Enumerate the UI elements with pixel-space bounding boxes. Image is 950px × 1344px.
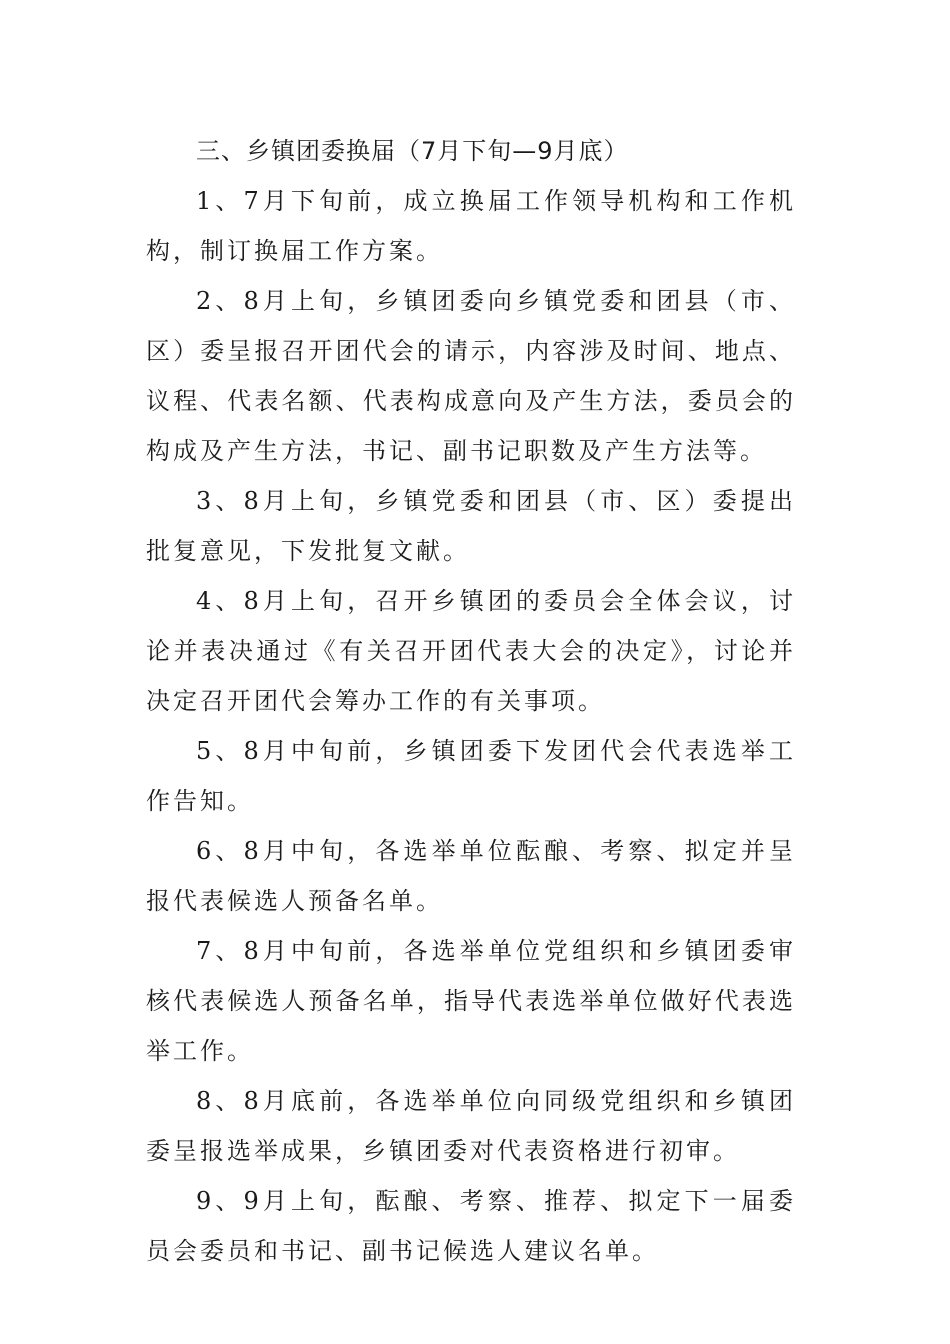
paragraph-9: 9、9月上旬，酝酿、考察、推荐、拟定下一届委员会委员和书记、副书记候选人建议名单。 <box>146 1187 796 1265</box>
paragraph-1: 1、7月下旬前，成立换届工作领导机构和工作机构，制订换届工作方案。 <box>146 187 796 265</box>
paragraph-3: 3、8月上旬，乡镇党委和团县（市、区）委提出批复意见，下发批复文献。 <box>146 487 796 565</box>
section-heading: 三、乡镇团委换届（7月下旬—9月底） <box>196 137 629 165</box>
paragraph-6: 6、8月中旬，各选举单位酝酿、考察、拟定并呈报代表候选人预备名单。 <box>146 837 796 915</box>
paragraph-2: 2、8月上旬，乡镇团委向乡镇党委和团县（市、区）委呈报召开团代会的请示，内容涉及时间、地点、议程、代表名额、代表构成意向及产生方法，委员会的构成及产生方法，书记、副书记职数及产生方法等。 <box>146 287 796 465</box>
paragraph-4: 4、8月上旬，召开乡镇团的委员会全体会议，讨论并表决通过《有关召开团代表大会的决定》，讨论并决定召开团代会筹办工作的有关事项。 <box>146 587 796 715</box>
paragraph-8: 8、8月底前，各选举单位向同级党组织和乡镇团委呈报选举成果，乡镇团委对代表资格进行初审。 <box>146 1087 796 1165</box>
paragraph-5: 5、8月中旬前，乡镇团委下发团代会代表选举工作告知。 <box>146 737 796 815</box>
document-body <box>146 126 796 1276</box>
paragraph-7: 7、8月中旬前，各选举单位党组织和乡镇团委审核代表候选人预备名单，指导代表选举单位做好代表选举工作。 <box>146 937 796 1065</box>
